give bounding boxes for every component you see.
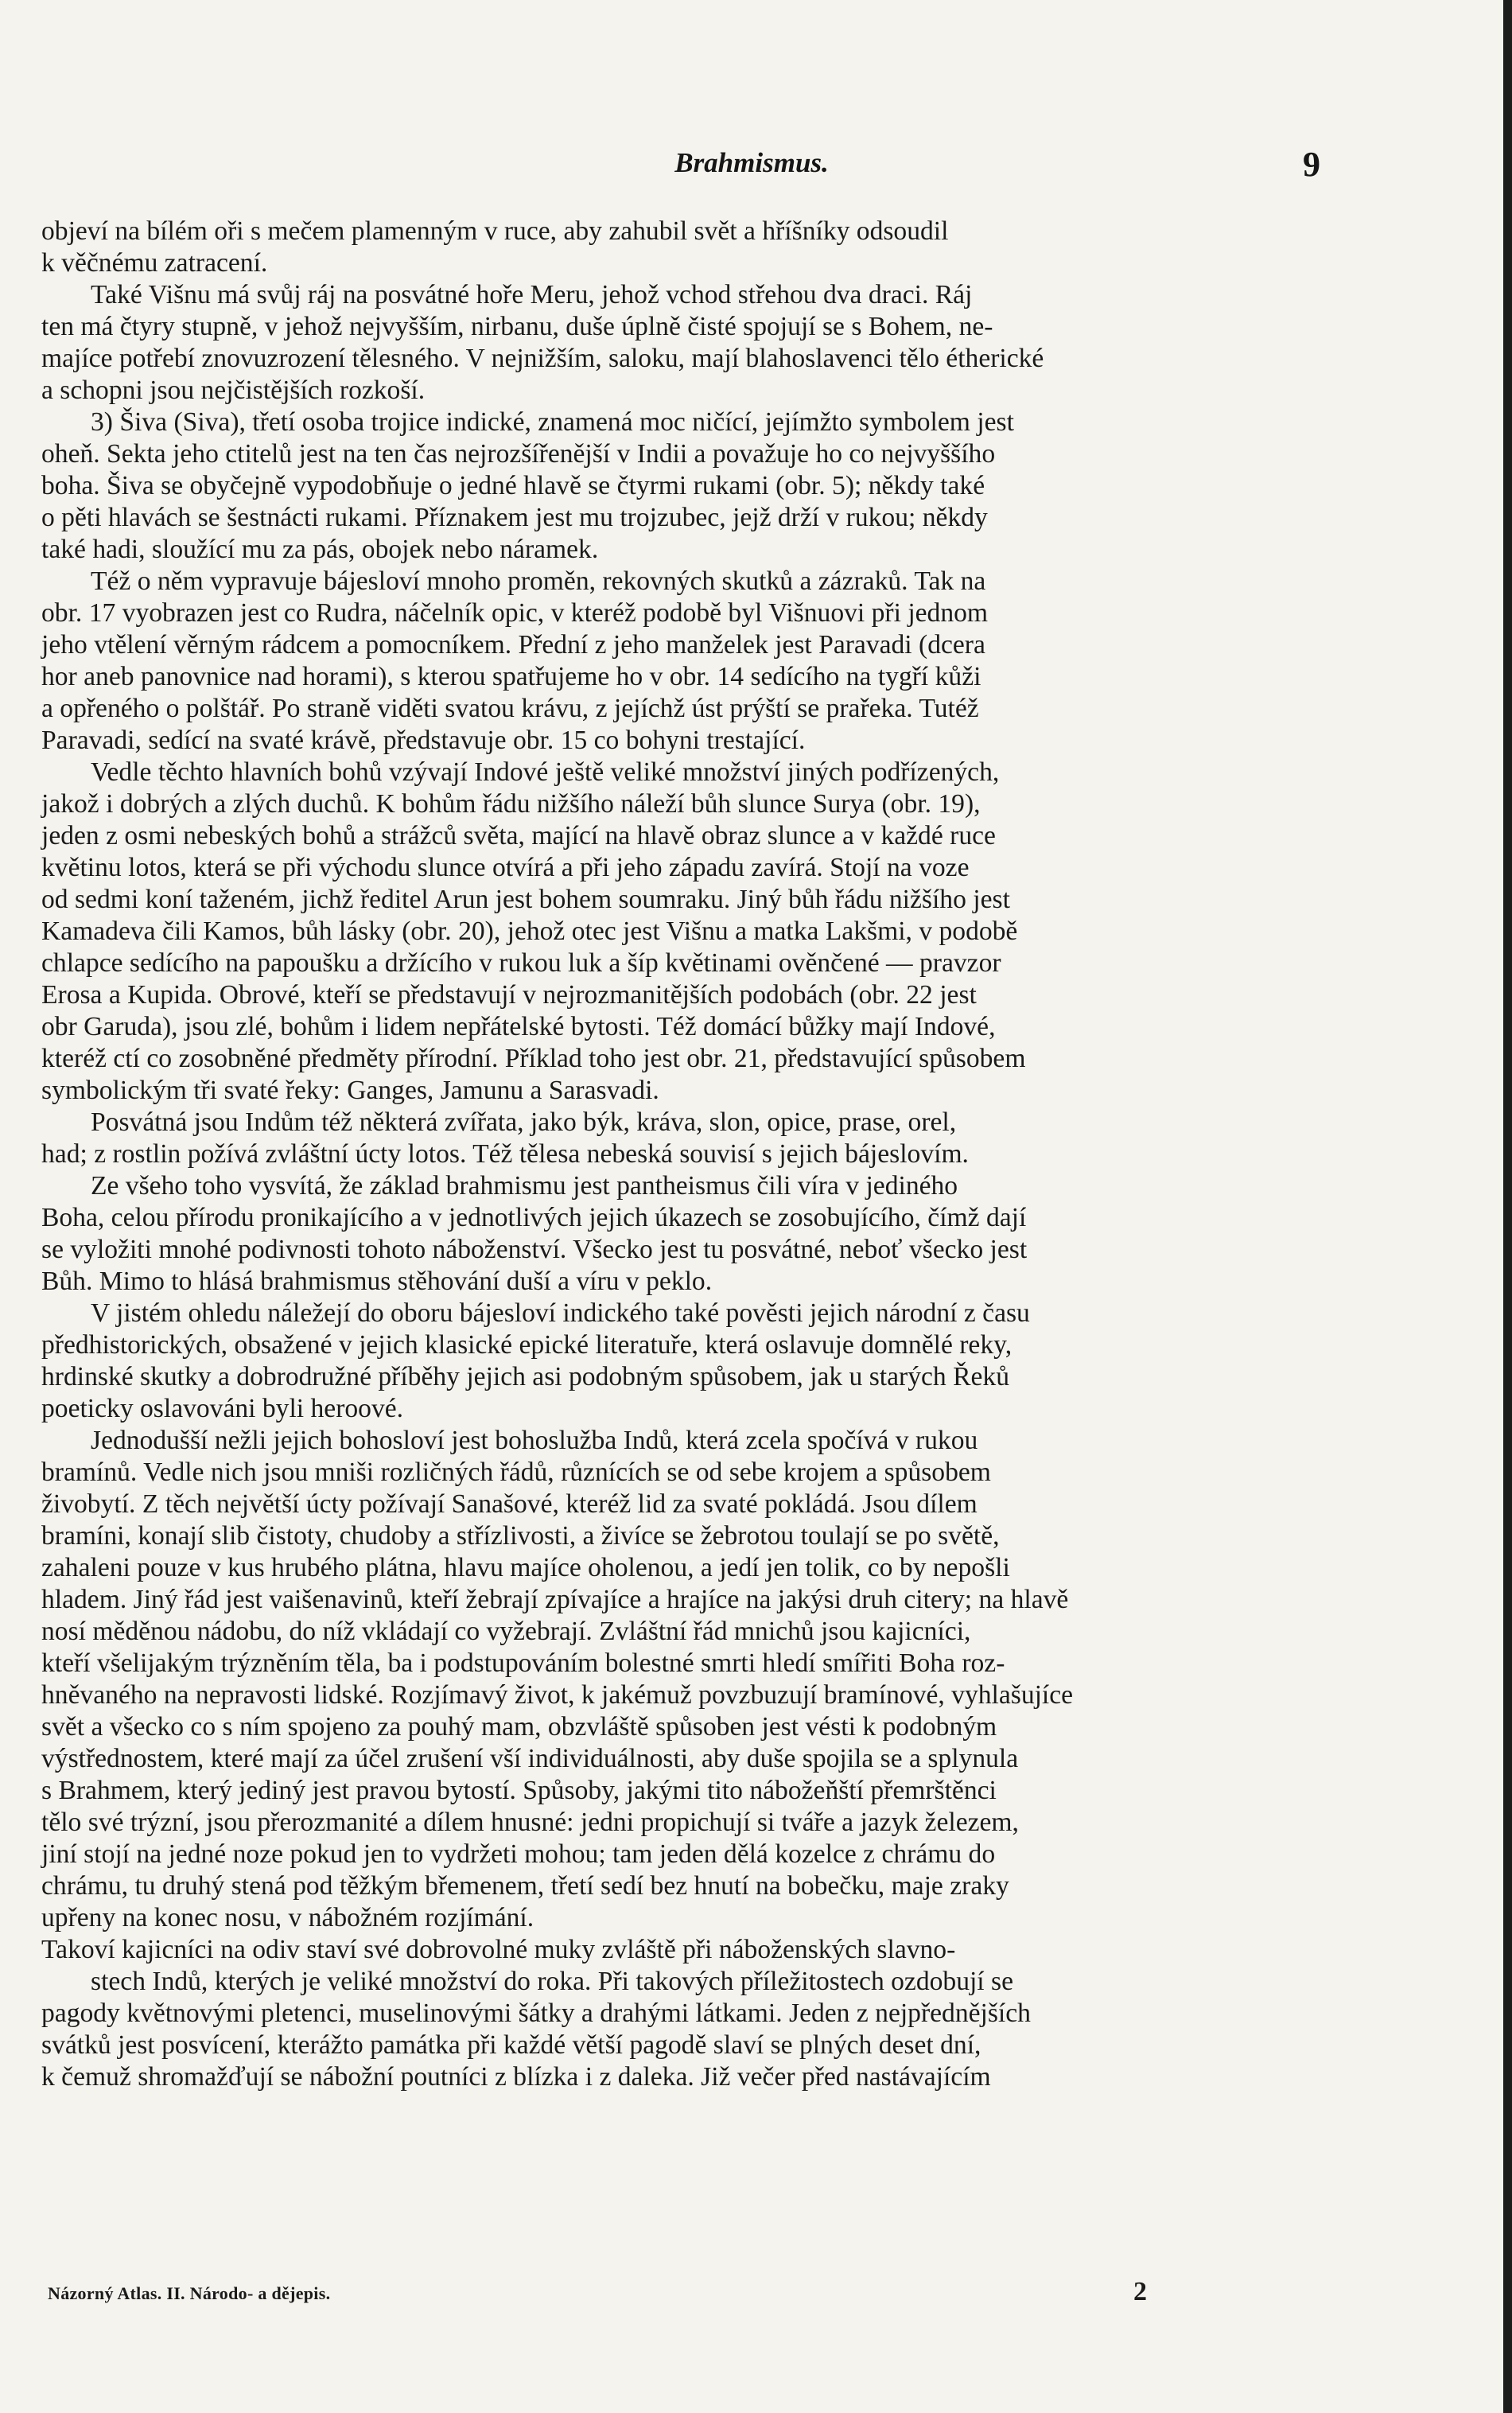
printer-signature: 2 — [1133, 2277, 1147, 2306]
text-line: hrdinské skutky a dobrodružné příběhy jejich asi podobným spůsobem, jak u starých Řeků — [41, 1362, 1009, 1391]
text-line: hněvaného na nepravosti lidské. Rozjímavý život, k jakémuž povzbuzují bramínové, vyhlašujíce — [41, 1680, 1074, 1710]
text-line: a schopni jsou nejčistějších rozkoší. — [41, 376, 426, 405]
text-line: bramínů. Vedle nich jsou mniši rozličných řádů, různících se od sebe krojem a spůsobem — [41, 1458, 991, 1487]
page-number: 9 — [1303, 145, 1320, 184]
text-line: Kamadeva čili Kamos, bůh lásky (obr. 20), jehož otec jest Višnu a matka Lakšmi, v podobě — [41, 917, 1018, 946]
text-line: nosí měděnou nádobu, do níž vkládají co vyžebrají. Zvláštní řád mnichů jsou kajicníci, — [41, 1617, 971, 1646]
text-line: majíce potřebí znovuzrození tělesného. V nejnižším, saloku, mají blahoslavenci tělo étherické — [41, 344, 1044, 373]
text-line: objeví na bílém oři s mečem plamenným v ruce, aby zahubil svět a hříšníky odsoudil — [41, 216, 949, 246]
text-line: Ze všeho toho vysvítá, že základ brahmismu jest pantheismus čili víra v jediného — [91, 1171, 958, 1201]
text-line — [41, 2093, 1330, 2125]
text-line: Erosa a Kupida. Obrové, kteří se představují v nejrozmanitějších podobách (obr. 22 jest — [41, 980, 977, 1010]
text-line: symbolickým tři svaté řeky: Ganges, Jamunu a Sarasvadi. — [41, 1076, 659, 1105]
text-line: poeticky oslavováni byli heroové. — [41, 1394, 404, 1423]
text-line: V jistém ohledu náležejí do oboru bájesloví indického také pověsti jejich národní z času — [91, 1298, 1030, 1328]
text-line: zahaleni pouze v kus hrubého plátna, hlavu majíce oholenou, a jedí jen tolik, co by nepošli — [41, 1553, 1010, 1582]
text-line: tělo své trýzní, jsou přerozmanité a dílem hnusné: jedni propichují si tváře a jazyk železem, — [41, 1808, 1019, 1837]
text-line: Bůh. Mimo to hlásá brahmismus stěhování duší a víru v peklo. — [41, 1267, 713, 1296]
text-line: Boha, celou přírodu pronikajícího a v jednotlivých jejich úkazech se zosobujícího, čímž dají — [41, 1203, 1027, 1232]
running-head: Brahmismus. — [674, 147, 829, 178]
text-line: bramíni, konají slib čistoty, chudoby a střízlivosti, a živíce se žebrotou toulají se po světě, — [41, 1521, 1000, 1551]
text-line: oheň. Sekta jeho ctitelů jest na ten čas nejrozšířenější v Indii a považuje ho co nejvyššího — [41, 439, 996, 469]
text-line: hladem. Jiný řád jest vaišenavinů, kteří žebrají zpívajíce a hrajíce na jakýsi druh citery; na hlavě — [41, 1585, 1069, 1614]
text-line: chlapce sedícího na papoušku a držícího v rukou luk a šíp květinami ověnčené — pravzor — [41, 948, 1001, 978]
text-line: obr. 17 vyobrazen jest co Rudra, náčelník opic, v kteréž podobě byl Višnuovi při jednom — [41, 598, 989, 628]
text-line: živobytí. Z těch největší úcty požívají Sanašové, kteréž lid za svaté pokládá. Jsou dílem — [41, 1489, 978, 1519]
text-line: k čemuž shromažďují se nábožní poutníci z blízka i z daleka. Již večer před nastávajícím — [41, 2062, 991, 2092]
text-line: k věčnému zatracení. — [41, 248, 268, 278]
text-line: Též o něm vypravuje bájesloví mnoho proměn, rekovných skutků a zázraků. Tak na — [91, 566, 986, 596]
page-header — [0, 147, 1503, 187]
text-line: Paravadi, sedící na svaté krávě, představuje obr. 15 co bohyni trestající. — [41, 726, 806, 755]
text-line: svátků jest posvícení, kterážto památka při každé větší pagodě slaví se plných deset dní, — [41, 2030, 981, 2060]
text-line: kteří všelijakým trýzněním těla, ba i podstupováním bolestné smrti hledí smířiti Boha roz- — [41, 1648, 1005, 1678]
text-line: s Brahmem, který jediný jest pravou bytostí. Spůsoby, jakými tito nábožeňští přemrštěnci — [41, 1776, 997, 1805]
text-line: kteréž ctí co zosobněné předměty přírodní. Příklad toho jest obr. 21, představující spůsobem — [41, 1044, 1026, 1073]
text-line: pagody květnovými pletenci, muselinovými šátky a drahými látkami. Jeden z nejpřednějších — [41, 1999, 1031, 2028]
text-line: had; z rostlin požívá zvláštní úcty lotos. Též tělesa nebeská souvisí s jejich bájeslovím. — [41, 1139, 969, 1169]
text-line: květinu lotos, která se při východu slunce otvírá a při jeho západu zavírá. Stojí na voze — [41, 853, 970, 882]
text-line: od sedmi koní taženém, jichž ředitel Arun jest bohem soumraku. Jiný bůh řádu nižšího jest — [41, 885, 1010, 914]
text-line: se vyložiti mnohé podivnosti tohoto náboženství. Všecko jest tu posvátné, neboť všecko jest — [41, 1235, 1028, 1264]
text-line: také hadi, sloužící mu za pás, obojek nebo náramek. — [41, 535, 599, 564]
text-line: obr Garuda), jsou zlé, bohům i lidem nepřátelské bytosti. Též domácí bůžky mají Indové, — [41, 1012, 996, 1041]
text-line: hor aneb panovnice nad horami), s kterou spatřujeme ho v obr. 14 sedícího na tygří kůži — [41, 662, 981, 691]
page-footer — [48, 2277, 1161, 2309]
footer-title: Názorný Atlas. II. Národo- a dějepis. — [48, 2283, 331, 2303]
text-line: jiní stojí na jedné noze pokud jen to vydržeti mohou; tam jeden dělá kozelce z chrámu do — [41, 1839, 996, 1869]
scan-edge — [1503, 0, 1512, 2413]
text-line: výstřednostem, které mají za účel zrušení vší individuálnosti, aby duše spojila se a splynula — [41, 1744, 1019, 1773]
text-line: jeho vtělení věrným rádcem a pomocníkem. Přední z jeho manželek jest Paravadi (dcera — [41, 630, 985, 660]
text-line: Jednodušší nežli jejich bohosloví jest bohoslužba Indů, která zcela spočívá v rukou — [91, 1426, 978, 1455]
text-line: svět a všecko co s ním spojeno za pouhý mam, obzvláště spůsoben jest vésti k podobným — [41, 1712, 997, 1742]
text-line: boha. Šiva se obyčejně vypodobňuje o jedné hlavě se čtyrmi rukami (obr. 5); někdy také — [41, 471, 985, 500]
text-line: jeden z osmi nebeských bohů a strážců světa, mající na hlavě obraz slunce a v každé ruce — [41, 821, 996, 850]
text-line: jakož i dobrých a zlých duchů. K bohům řádu nižšího náleží bůh slunce Surya (obr. 19), — [41, 789, 981, 819]
text-line: Posvátná jsou Indům též některá zvířata, jako býk, kráva, slon, opice, prase, orel, — [91, 1107, 957, 1137]
text-line: stech Indů, kterých je veliké množství do roka. Při takových příležitostech ozdobují se — [91, 1967, 1014, 1996]
text-line: předhistorických, obsažené v jejich klasické epické literatuře, která oslavuje domnělé reky, — [41, 1330, 1013, 1360]
text-line: chrámu, tu druhý stená pod těžkým břemenem, třetí sedí bez hnutí na bobečku, maje zraky — [41, 1871, 1009, 1901]
text-line: ten má čtyry stupně, v jehož nejvyšším, nirbanu, duše úplně čisté spojují se s Bohem, ne- — [41, 312, 993, 341]
text-line: 3) Šiva (Siva), třetí osoba trojice indické, znamená moc ničící, jejímžto symbolem jest — [91, 407, 1014, 437]
text-line: Takoví kajicníci na odiv staví své dobrovolné muky zvláště při náboženských slavno- — [41, 1935, 956, 1964]
body-text — [41, 216, 1330, 2125]
text-line: Vedle těchto hlavních bohů vzývají Indové ještě veliké množství jiných podřízených, — [91, 757, 1000, 787]
text-line: o pěti hlavách se šestnácti rukami. Příznakem jest mu trojzubec, jejž drží v rukou; někdy — [41, 503, 988, 532]
text-line: Také Višnu má svůj ráj na posvátné hoře Meru, jehož vchod střehou dva draci. Ráj — [91, 280, 973, 309]
text-line: upřeny na konec nosu, v nábožném rozjímání. — [41, 1903, 534, 1932]
text-line: a opřeného o polštář. Po straně viděti svatou krávu, z jejíchž úst prýští se prařeka. Tutéž — [41, 694, 979, 723]
